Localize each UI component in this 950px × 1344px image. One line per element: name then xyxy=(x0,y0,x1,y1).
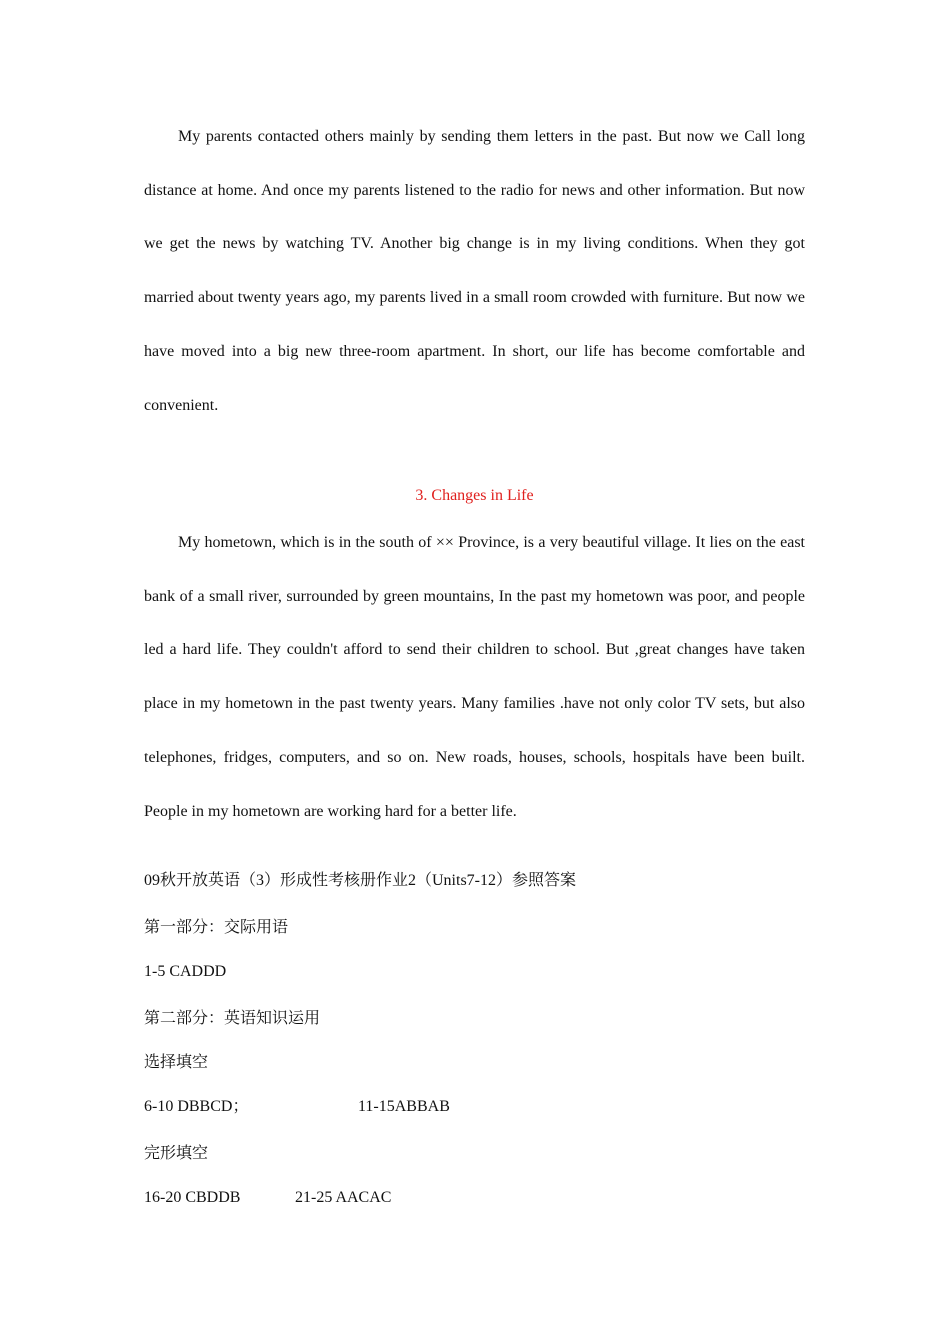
multiple-choice-title: 选择填空 xyxy=(144,1054,209,1071)
mc-answers-11-15: 11-15ABBAB xyxy=(358,1098,450,1115)
cloze-answers-16-20: 16-20 CBDDB xyxy=(144,1189,241,1206)
cloze-answers xyxy=(144,1187,805,1209)
part2-title: 第二部分：英语知识运用 xyxy=(144,1010,321,1027)
multiple-choice-answers xyxy=(144,1096,805,1118)
part1-title: 第一部分：交际用语 xyxy=(144,919,289,936)
section-heading: 3. Changes in Life xyxy=(415,487,534,504)
paragraph-life-changes: My parents contacted others mainly by sending them letters in the past. But now we Call long distance at home. And once my parents listened to the radio for news and other information. But now we get the news by watching TV. Another big change is in my living conditions. When they got married about twenty years ago, my parents lived in a small room crowded with furniture. But now we have moved into a big new three-room apartment. In short, our life has become comfortable and convenient. xyxy=(144,128,805,414)
answer-key-title: 09秋开放英语（3）形成性考核册作业2（Units7-12）参照答案 xyxy=(144,872,577,889)
cloze-title: 完形填空 xyxy=(144,1145,209,1162)
mc-answers-6-10: 6-10 DBBCD； xyxy=(144,1098,249,1115)
part1-answers: 1-5 CADDD xyxy=(144,963,227,980)
cloze-answers-21-25: 21-25 AACAC xyxy=(295,1189,392,1206)
paragraph-hometown: My hometown, which is in the south of ×× Province, is a very beautiful village. It lies on the east bank of a small river, surrounded by green mountains, In the past my hometown was poor, and people led a hard life. They couldn't afford to send their children to school. But ,great changes have taken place in my hometown in the past twenty years. Many families .have not only color TV sets, but also telephones, fridges, computers, and so on. New roads, houses, schools, hospitals have been built. People in my hometown are working hard for a better life. xyxy=(144,534,805,820)
